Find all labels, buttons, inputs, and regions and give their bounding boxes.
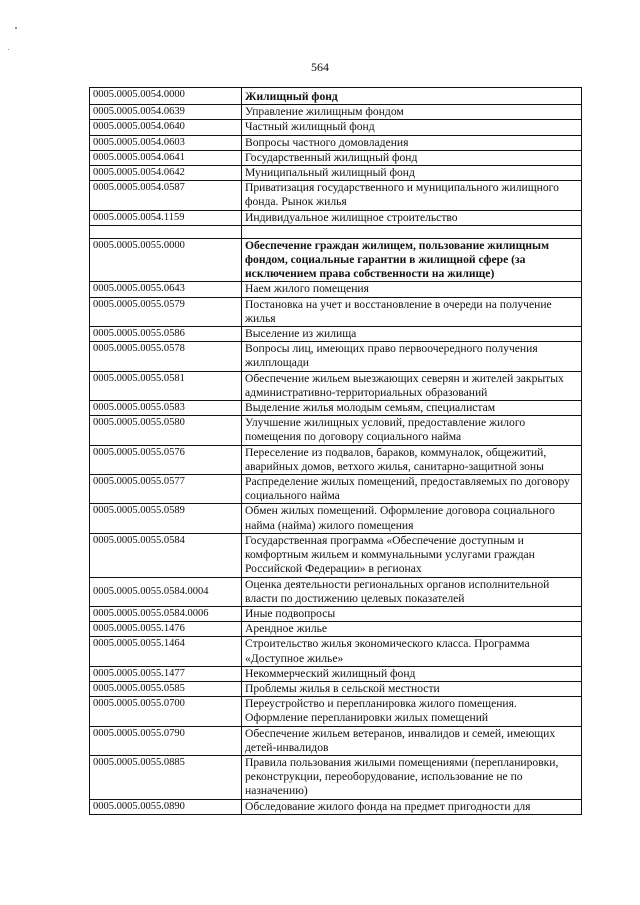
- row-title: Государственная программа «Обеспечение доступным и комфортным жильем и коммунальными услугами граждан Российской Федерации» в регионах: [242, 533, 582, 577]
- row-title: Строительство жилья экономического класса. Программа «Доступное жилье»: [242, 637, 582, 666]
- row-title: Управление жилищным фондом: [242, 105, 582, 120]
- row-code: 0005.0005.0054.1159: [90, 210, 242, 225]
- row-code: 0005.0005.0055.0000: [90, 238, 242, 282]
- table-row: [90, 606, 582, 621]
- row-title: Арендное жилье: [242, 622, 582, 637]
- table-row: [90, 282, 582, 297]
- section-heading-row: [90, 88, 582, 105]
- row-title: Правила пользования жилыми помещениями (перепланировки, реконструкции, переоборудование, использование не по назначению): [242, 755, 582, 799]
- row-code: 0005.0005.0055.0584.0004: [90, 577, 242, 606]
- row-code: 0005.0005.0055.1477: [90, 666, 242, 681]
- table-row: [90, 166, 582, 181]
- row-title: Обследование жилого фонда на предмет пригодности для: [242, 799, 582, 814]
- row-code: [90, 225, 242, 238]
- table-row: [90, 150, 582, 165]
- row-code: 0005.0005.0055.0583: [90, 401, 242, 416]
- row-code: 0005.0005.0054.0640: [90, 120, 242, 135]
- section-heading-row: [90, 238, 582, 282]
- row-title: Обеспечение жильем ветеранов, инвалидов и семей, имеющих детей-инвалидов: [242, 726, 582, 755]
- row-code: 0005.0005.0055.0576: [90, 445, 242, 474]
- row-code: 0005.0005.0055.1464: [90, 637, 242, 666]
- classifier-rows: [90, 88, 582, 815]
- row-title: Обмен жилых помещений. Оформление договора социального найма (найма) жилого помещения: [242, 504, 582, 533]
- table-row: [90, 533, 582, 577]
- row-code: 0005.0005.0054.0642: [90, 166, 242, 181]
- row-code: 0005.0005.0055.0578: [90, 342, 242, 371]
- blank-row: [90, 225, 582, 238]
- row-title: Выселение из жилища: [242, 327, 582, 342]
- row-code: 0005.0005.0055.0584: [90, 533, 242, 577]
- row-code: 0005.0005.0055.0581: [90, 371, 242, 400]
- row-title: Обеспечение граждан жилищем, пользование жилищным фондом, социальные гарантии в жилищной сфере (за исключением права собственности на жилище): [242, 238, 582, 282]
- row-title: Некоммерческий жилищный фонд: [242, 666, 582, 681]
- row-title: Частный жилищный фонд: [242, 120, 582, 135]
- table-row: [90, 210, 582, 225]
- row-title: Муниципальный жилищный фонд: [242, 166, 582, 181]
- table-row: [90, 371, 582, 400]
- page-number: 564: [311, 60, 329, 74]
- row-code: 0005.0005.0055.0585: [90, 681, 242, 696]
- row-code: 0005.0005.0054.0000: [90, 88, 242, 105]
- table-row: [90, 666, 582, 681]
- row-title: Индивидуальное жилищное строительство: [242, 210, 582, 225]
- table-row: [90, 504, 582, 533]
- row-title: Постановка на учет и восстановление в очереди на получение жилья: [242, 297, 582, 326]
- table-row: [90, 181, 582, 210]
- row-code: 0005.0005.0055.0586: [90, 327, 242, 342]
- row-title: Иные подвопросы: [242, 606, 582, 621]
- table-row: [90, 297, 582, 326]
- table-row: [90, 755, 582, 799]
- row-code: 0005.0005.0055.0890: [90, 799, 242, 814]
- row-title: [242, 225, 582, 238]
- row-code: 0005.0005.0055.0589: [90, 504, 242, 533]
- row-title: Распределение жилых помещений, предоставляемых по договору социального найма: [242, 475, 582, 504]
- table-row: [90, 681, 582, 696]
- row-code: 0005.0005.0054.0641: [90, 150, 242, 165]
- scan-speck: [15, 27, 17, 29]
- row-code: 0005.0005.0055.0577: [90, 475, 242, 504]
- table-row: [90, 120, 582, 135]
- row-title: Улучшение жилищных условий, предоставление жилого помещения по договору социального найма: [242, 416, 582, 445]
- table-row: [90, 342, 582, 371]
- table-row: [90, 637, 582, 666]
- row-title: Переустройство и перепланировка жилого помещения. Оформление перепланировки жилых помещений: [242, 697, 582, 726]
- row-title: Государственный жилищный фонд: [242, 150, 582, 165]
- row-title: Приватизация государственного и муниципального жилищного фонда. Рынок жилья: [242, 181, 582, 210]
- row-code: 0005.0005.0055.0580: [90, 416, 242, 445]
- row-code: 0005.0005.0055.0790: [90, 726, 242, 755]
- table-row: [90, 416, 582, 445]
- table-row: [90, 135, 582, 150]
- row-title: Переселение из подвалов, бараков, коммуналок, общежитий, аварийных домов, ветхого жилья, санитарно-защитной зоны: [242, 445, 582, 474]
- row-title: Вопросы лиц, имеющих право первоочередного получения жилплощади: [242, 342, 582, 371]
- row-code: 0005.0005.0055.0643: [90, 282, 242, 297]
- table-row: [90, 622, 582, 637]
- row-title: Обеспечение жильем выезжающих северян и жителей закрытых административно-территориальных образований: [242, 371, 582, 400]
- row-title: Жилищный фонд: [242, 88, 582, 105]
- row-code: 0005.0005.0054.0639: [90, 105, 242, 120]
- table-row: [90, 475, 582, 504]
- row-title: Наем жилого помещения: [242, 282, 582, 297]
- row-code: 0005.0005.0055.0885: [90, 755, 242, 799]
- row-title: Вопросы частного домовладения: [242, 135, 582, 150]
- table-row: [90, 327, 582, 342]
- row-code: 0005.0005.0055.1476: [90, 622, 242, 637]
- row-title: Выделение жилья молодым семьям, специалистам: [242, 401, 582, 416]
- row-code: 0005.0005.0054.0603: [90, 135, 242, 150]
- table-row: [90, 577, 582, 606]
- table-row: [90, 445, 582, 474]
- row-title: Проблемы жилья в сельской местности: [242, 681, 582, 696]
- table-row: [90, 105, 582, 120]
- row-code: 0005.0005.0055.0700: [90, 697, 242, 726]
- row-title: Оценка деятельности региональных органов исполнительной власти по достижению целевых показателей: [242, 577, 582, 606]
- row-code: 0005.0005.0055.0584.0006: [90, 606, 242, 621]
- table-row: [90, 697, 582, 726]
- table-row: [90, 799, 582, 814]
- row-code: 0005.0005.0054.0587: [90, 181, 242, 210]
- scan-speck: [8, 49, 9, 50]
- table-row: [90, 401, 582, 416]
- table-row: [90, 726, 582, 755]
- classifier-table: [89, 87, 582, 815]
- row-code: 0005.0005.0055.0579: [90, 297, 242, 326]
